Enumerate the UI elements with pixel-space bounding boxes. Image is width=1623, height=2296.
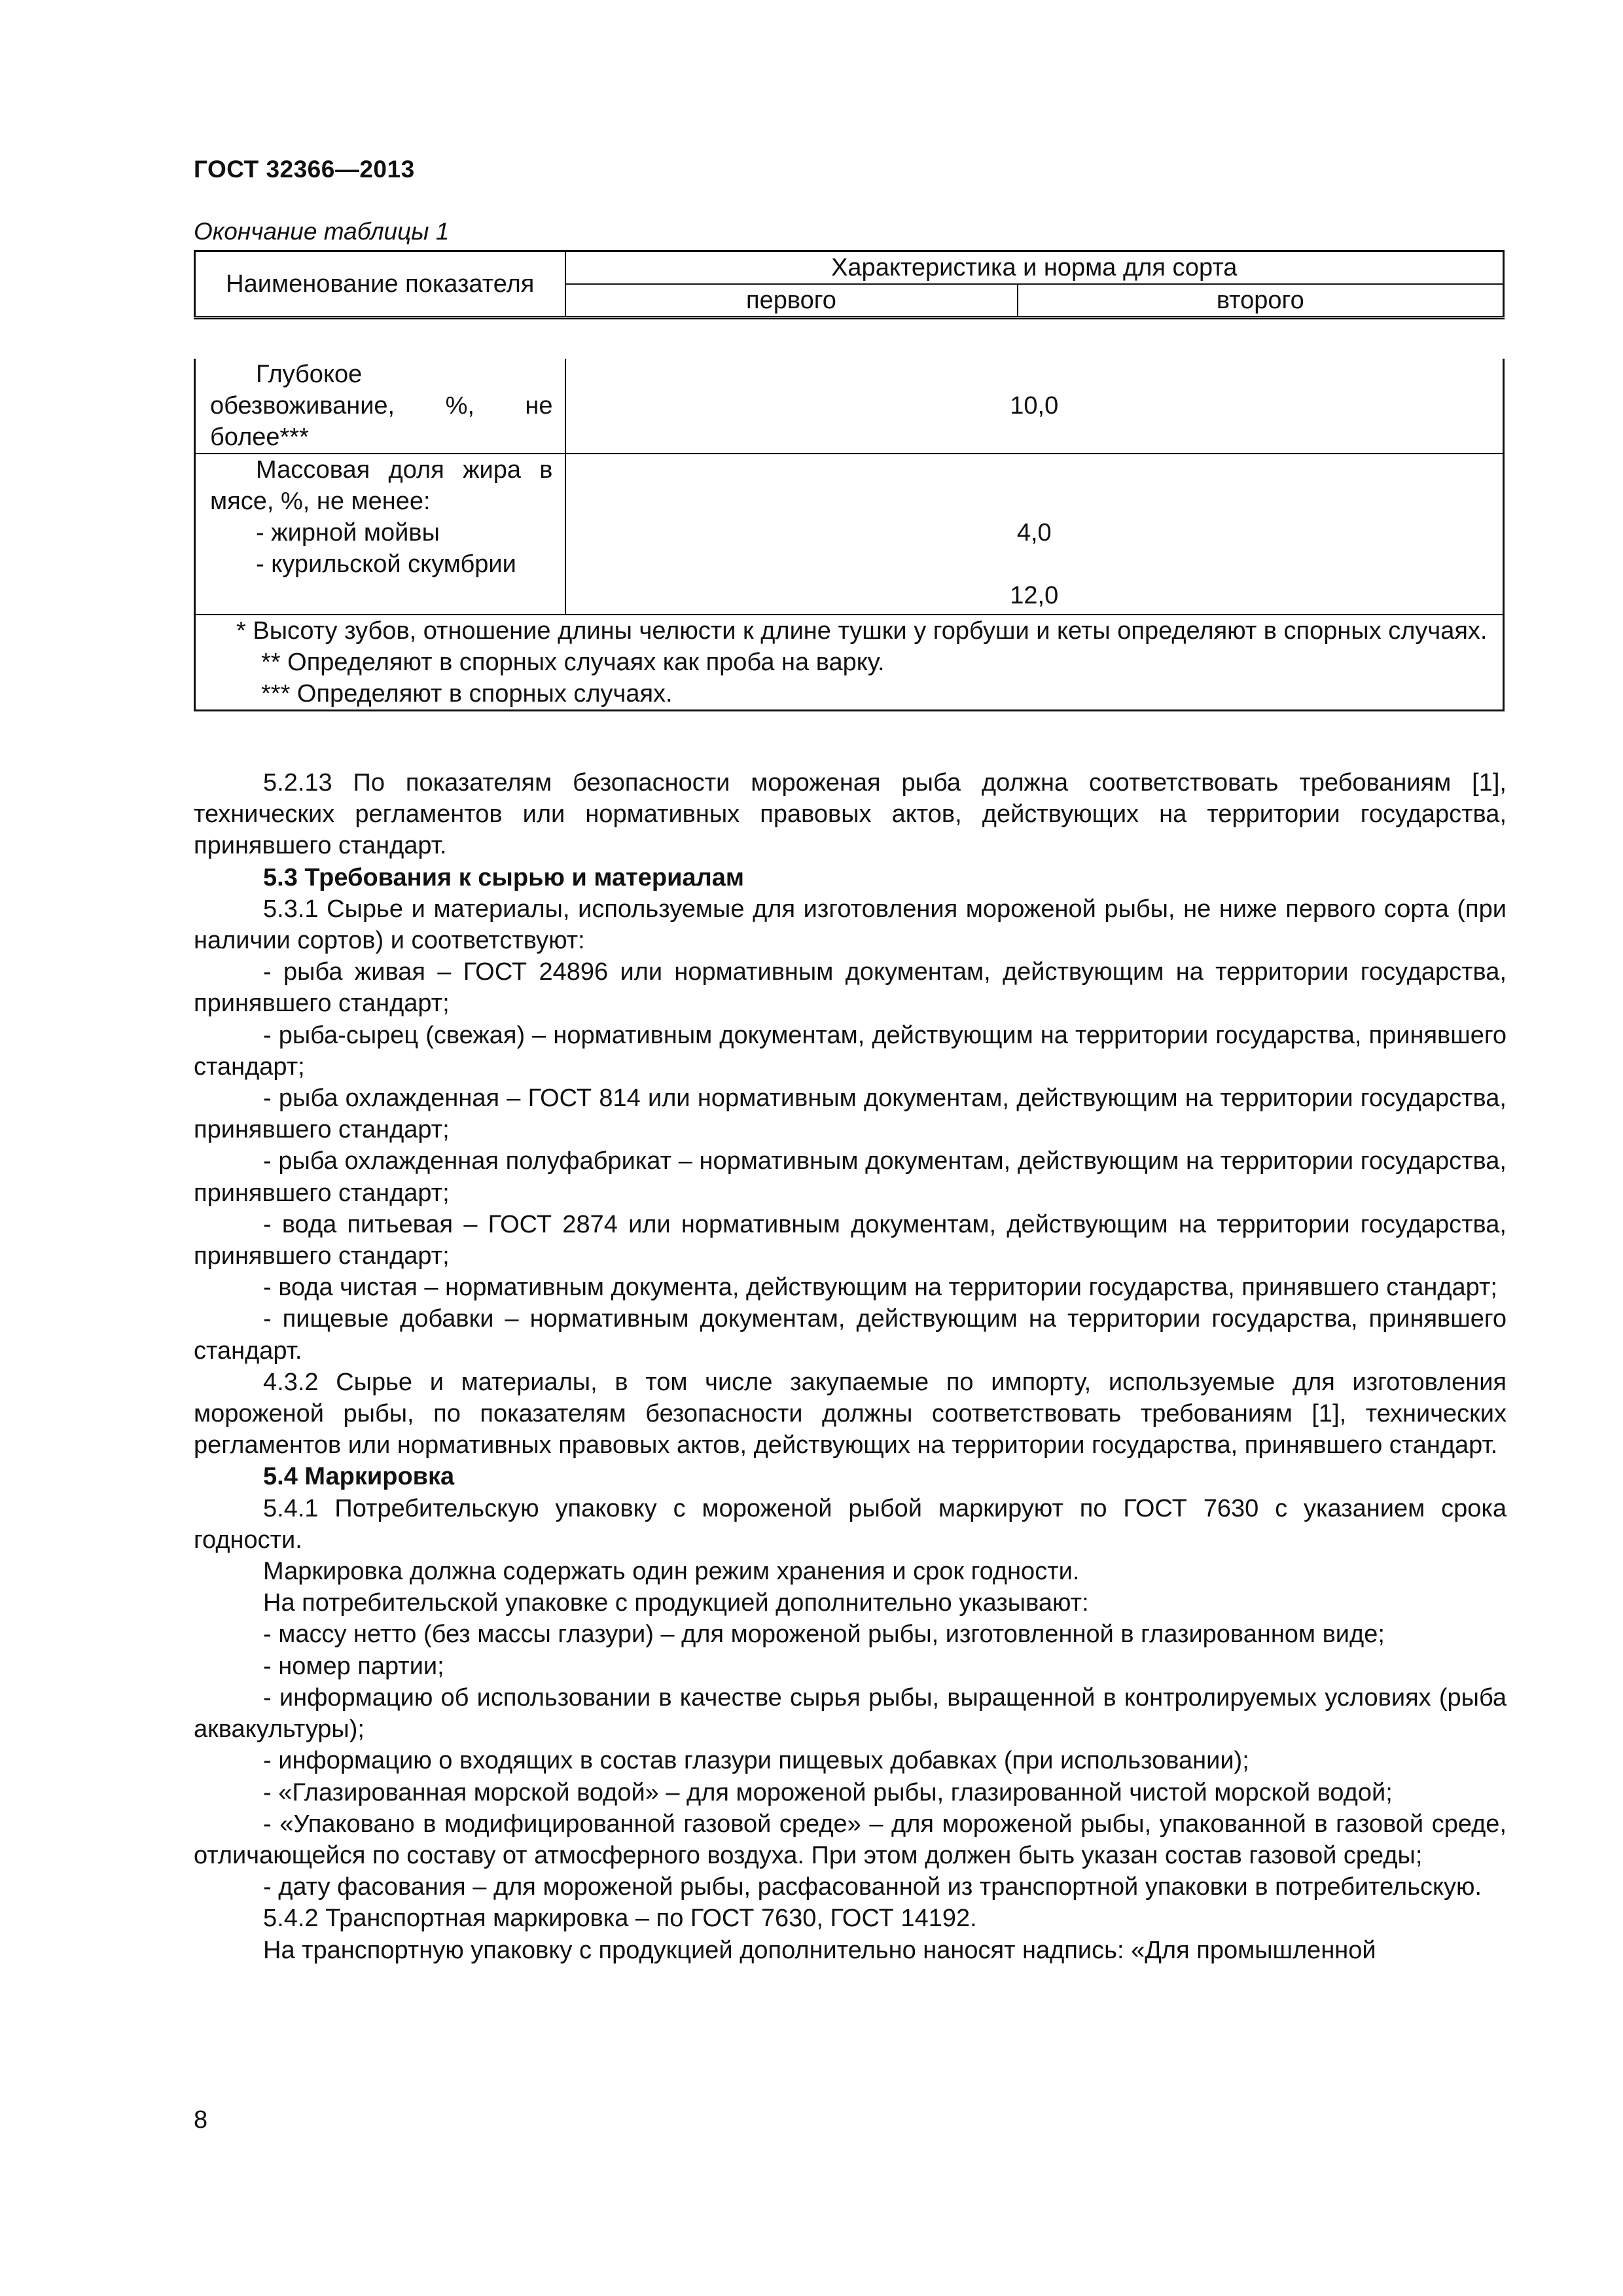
list-item: - вода чистая – нормативным документа, действующим на территории государства, принявшего стандарт; [263,1274,1497,1302]
list-item: - массу нетто (без массы глазури) – для мороженой рыбы, изготовленной в глазированном виде; [263,1621,1385,1649]
row-value-dehydration: 10,0 [565,359,1504,454]
column-group-header: Характеристика и норма для сорта [565,251,1504,285]
list-item: - номер партии; [263,1652,444,1680]
paragraph-5-4-2: 5.4.2 Транспортная маркировка – по ГОСТ 7630, ГОСТ 14192. [263,1905,977,1933]
table-notes-row [195,615,1504,711]
paragraph-5-4-1: 5.4.1 Потребительскую упаковку с мороженой рыбой маркируют по ГОСТ 7630 с указанием срока годности. [194,1494,1507,1554]
value-mackerel: 12,0 [1010,582,1059,609]
table-row [195,454,1504,615]
row-sub-capelin: - жирной мойвы [256,519,440,547]
list-item: - пищевые добавки – нормативным документам, действующим на территории государства, принявшего стандарт. [194,1305,1507,1365]
column-header-second: второго [1018,284,1504,318]
document-id: ГОСТ 32366—2013 [194,156,415,183]
list-item: - «Глазированная морской водой» – для мороженой рыбы, глазированной чистой морской водой; [263,1778,1393,1806]
list-item: - рыба-сырец (свежая) – нормативным документам, действующим на территории государства, принявшего стандарт; [194,1021,1507,1081]
page-number: 8 [194,2106,208,2134]
list-item: - информацию о входящих в состав глазури пищевых добавках (при использовании); [263,1747,1249,1775]
list-item: - дату фасования – для мороженой рыбы, расфасованной из транспортной упаковки в потребительскую. [263,1873,1482,1901]
value-capelin: 4,0 [1016,519,1052,547]
note-2: ** Определяют в спорных случаях как проба на варку. [261,649,885,676]
paragraph: На потребительской упаковке с продукцией дополнительно указывают: [263,1589,1089,1617]
list-item: - «Упаковано в модифицированной газовой среде» – для мороженой рыбы, упакованной в газовой среде, отличающейся по составу от атмосферного воздуха. При этом должен быть указан состав газовой среды; [194,1810,1507,1869]
list-item: - рыба охлажденная – ГОСТ 814 или нормативным документам, действующим на территории государства, принявшего стандарт; [194,1085,1507,1144]
document-page [194,0,1507,2296]
paragraph: Маркировка должна содержать один режим хранения и срок годности. [263,1558,1080,1586]
list-item: - рыба живая – ГОСТ 24896 или нормативным документам, действующим на территории государства, принявшего стандарт; [194,958,1507,1018]
note-3: *** Определяют в спорных случаях. [261,680,673,708]
paragraph: На транспортную упаковку с продукцией дополнительно наносят надпись: «Для промышленной [263,1936,1376,1964]
table-body [194,359,1505,711]
table-notes [195,615,1504,711]
list-item: - информацию об использовании в качестве сырья рыбы, выращенной в контролируемых условиях (рыба аквакультуры); [194,1683,1507,1744]
row-name-dehydration: Глубокое обезвоживание, %, не более*** [195,359,565,454]
table-header [194,250,1505,319]
note-1: * Высоту зубов, отношение длины челюсти к длине тушки у горбуши и кеты определяют в спорных случаях. [236,617,1488,645]
paragraph-5-2-13: 5.2.13 По показателям безопасности мороженая рыба должна соответствовать требованиям [1], технических регламентов или нормативных правовых актов, действующих на территории государства, принявшего стандарт. [194,769,1507,860]
list-item: - вода питьевая – ГОСТ 2874 или нормативным документам, действующим на территории государства, принявшего стандарт; [194,1210,1507,1270]
row-sub-mackerel: - курильской скумбрии [256,550,516,578]
section-heading-5-3: 5.3 Требования к сырью и материалам [263,863,744,891]
list-item: - рыба охлажденная полуфабрикат – нормативным документам, действующим на территории государства, принявшего стандарт; [194,1147,1507,1207]
section-heading-5-4: 5.4 Маркировка [263,1463,455,1491]
body-text [194,767,1507,1966]
column-header-name: Наименование показателя [195,251,565,318]
table-caption: Окончание таблицы 1 [194,218,450,245]
row-name-fat: Массовая доля жира в мясе, %, не менее: - жирной мойвы - курильской скумбрии [195,454,565,615]
row-value-fat [565,454,1504,615]
paragraph-4-3-2: 4.3.2 Сырье и материалы, в том числе закупаемые по импорту, используемые для изготовления мороженой рыбы, по показателям безопасности должны соответствовать требованиям [1], технических регламентов или нормативных правовых актов, действующих на территории государства, принявшего стандарт. [194,1368,1507,1460]
column-header-first: первого [565,284,1018,318]
table-row [195,359,1504,454]
paragraph-5-3-1: 5.3.1 Сырье и материалы, используемые для изготовления мороженой рыбы, не ниже первого сорта (при наличии сортов) и соответствуют: [194,895,1507,955]
